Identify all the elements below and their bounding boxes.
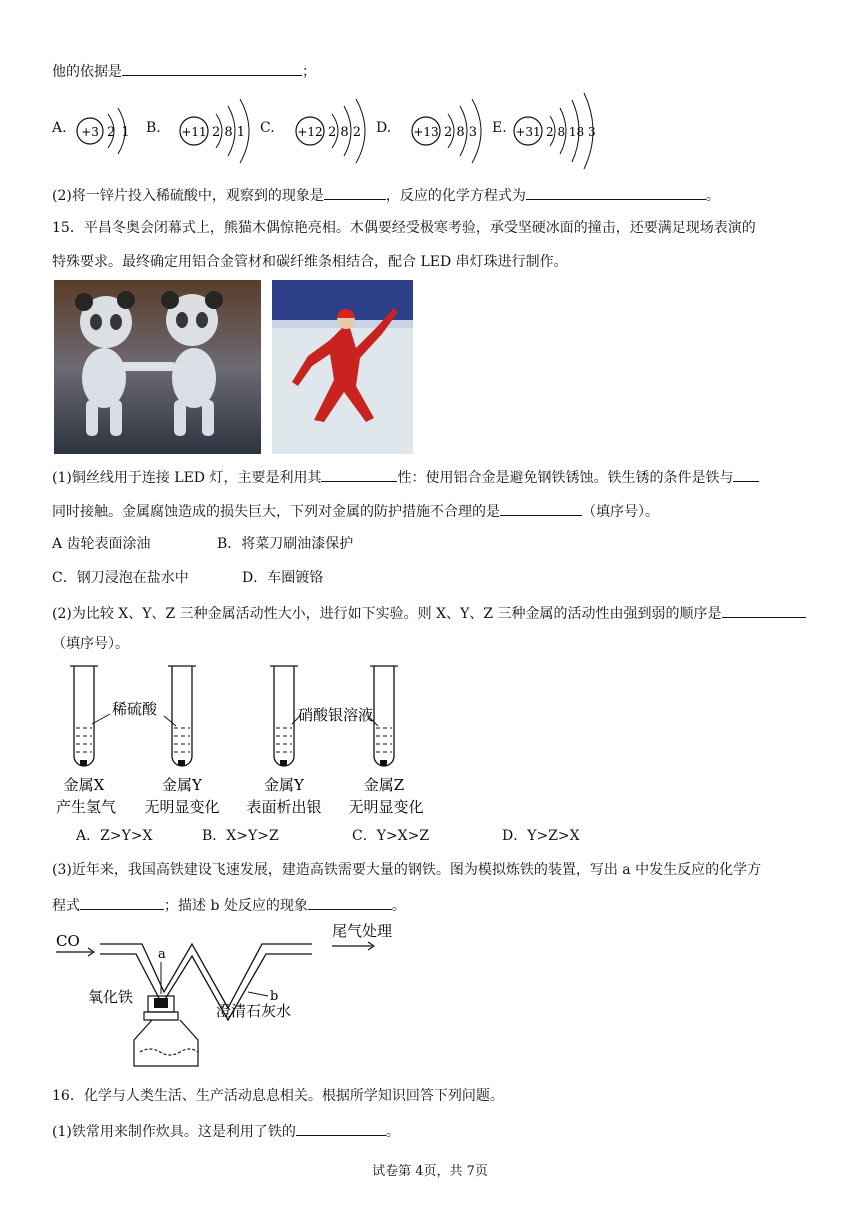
- limewater-label: 澄清石灰水: [216, 1002, 292, 1020]
- svg-text:+13: +13: [413, 125, 439, 139]
- svg-text:+31: +31: [515, 125, 541, 139]
- svg-text:+12: +12: [297, 125, 323, 139]
- answer-blank[interactable]: [122, 60, 302, 76]
- option-d[interactable]: D．车圈镀铬: [242, 570, 324, 586]
- result-label: 产生氢气: [55, 798, 117, 816]
- test-tube-figure: [52, 662, 452, 820]
- atom-option-letter: B.: [146, 120, 161, 136]
- answer-blank[interactable]: [500, 500, 582, 516]
- atom-diagram-a: [74, 100, 134, 164]
- speed-skater-photo: [272, 280, 413, 454]
- shell-electrons: 2 1: [107, 125, 131, 140]
- question-16-1: (1)铁常用来制作炊具。这是利用了铁的 。: [52, 1120, 400, 1142]
- option-row-2: [52, 568, 324, 588]
- answer-blank[interactable]: [526, 184, 706, 200]
- question-15-stem: 15．平昌冬奥会闭幕式上，熊猫木偶惊艳亮相。木偶要经受极寒考验，承受坚硬冰面的撞击，还要满足现场表演的: [52, 220, 756, 236]
- option-a[interactable]: A．Z>Y>X: [76, 828, 153, 844]
- question-16-stem: 16．化学与人类生活、生产活动息息相关。根据所学知识回答下列问题。: [52, 1088, 504, 1104]
- metal-label: 金属Y: [162, 776, 202, 794]
- atom-option-letter: D.: [376, 120, 392, 136]
- iron-oxide-label: 氧化铁: [88, 988, 134, 1006]
- question-15-2b: （填序号）。: [52, 636, 129, 652]
- option-b[interactable]: B．将菜刀刷油漆保护: [217, 536, 354, 552]
- question-15-1: (1)铜丝线用于连接 LED 灯，主要是利用其 性：使用铝合金是避免钢铁锈蚀。铁生锈的条件是铁与: [52, 466, 759, 488]
- tail-gas-label: 尾气处理: [332, 922, 393, 940]
- silver-nitrate-label: 硝酸银溶液: [298, 706, 374, 724]
- svg-text:2 8 3: 2 8 3: [444, 125, 478, 140]
- atom-diagram-b: [176, 96, 260, 166]
- atom-structure-options: [52, 96, 672, 168]
- answer-blank[interactable]: [308, 894, 392, 910]
- question-15-1b: 同时接触。金属腐蚀造成的损失巨大，下列对金属的防护措施不合理的是 （填序号）。: [52, 500, 659, 522]
- svg-text:2 8 18 3: 2 8 18 3: [546, 125, 596, 139]
- result-label: 无明显变化: [144, 798, 220, 816]
- answer-blank[interactable]: [722, 602, 806, 618]
- svg-text:2 8 2: 2 8 2: [328, 125, 362, 140]
- option-b[interactable]: B．X>Y>Z: [202, 828, 279, 844]
- atom-diagram-e: [512, 90, 612, 170]
- atom-diagram-c: [292, 96, 376, 166]
- option-c[interactable]: C．Y>X>Z: [352, 828, 430, 844]
- answer-blank[interactable]: [296, 1120, 386, 1136]
- result-label: 表面析出银: [246, 798, 322, 816]
- question-15-stem-2: 特殊要求。最终确定用铝合金管材和碳纤维条相结合，配合 LED 串灯珠进行制作。: [52, 254, 568, 270]
- answer-blank[interactable]: [80, 894, 164, 910]
- question-15-3b: 程式 ；描述 b 处反应的现象 。: [52, 894, 406, 916]
- point-b-label: b: [270, 989, 279, 1004]
- point-a-label: a: [158, 947, 166, 962]
- question-15-3: (3)近年来，我国高铁建设飞速发展，建造高铁需要大量的钢铁。图为模拟炼铁的装置，写出 a 中发生反应的化学方: [52, 862, 762, 878]
- atom-diagram-d: [408, 96, 492, 166]
- nucleus-charge: +3: [81, 125, 99, 139]
- answer-blank[interactable]: [324, 184, 386, 200]
- atom-option-letter: C.: [260, 120, 275, 136]
- atom-option-letter: E.: [492, 120, 507, 136]
- metal-label: 金属Y: [264, 776, 304, 794]
- question-zinc: (2)将一锌片投入稀硫酸中，观察到的现象是 ，反应的化学方程式为 。: [52, 184, 720, 206]
- acid-label: 稀硫酸: [112, 700, 158, 718]
- answer-blank[interactable]: [321, 466, 397, 482]
- iron-smelting-apparatus: [52, 920, 412, 1080]
- option-a[interactable]: A 齿轮表面涂油: [52, 536, 151, 552]
- metal-label: 金属Z: [363, 776, 405, 794]
- line-basis: 他的依据是 ；: [52, 60, 316, 82]
- panda-puppets-photo: [54, 280, 261, 454]
- result-label: 无明显变化: [348, 798, 424, 816]
- co-label: CO: [56, 932, 80, 950]
- page-footer: 试卷第 4页，共 7页: [372, 1164, 488, 1179]
- answer-blank[interactable]: [733, 466, 759, 482]
- option-row-1: [52, 534, 354, 554]
- atom-option-letter: A.: [52, 120, 67, 136]
- metal-label: 金属X: [63, 776, 105, 794]
- svg-text:+11: +11: [181, 125, 207, 139]
- svg-text:2 8 1: 2 8 1: [212, 125, 246, 140]
- option-c[interactable]: C．钢刀浸泡在盐水中: [52, 570, 189, 586]
- option-d[interactable]: D．Y>Z>X: [502, 828, 580, 844]
- question-15-2: (2)为比较 X、Y、Z 三种金属活动性大小，进行如下实验。则 X、Y、Z 三种金属的活动性由强到弱的顺序是: [52, 602, 806, 624]
